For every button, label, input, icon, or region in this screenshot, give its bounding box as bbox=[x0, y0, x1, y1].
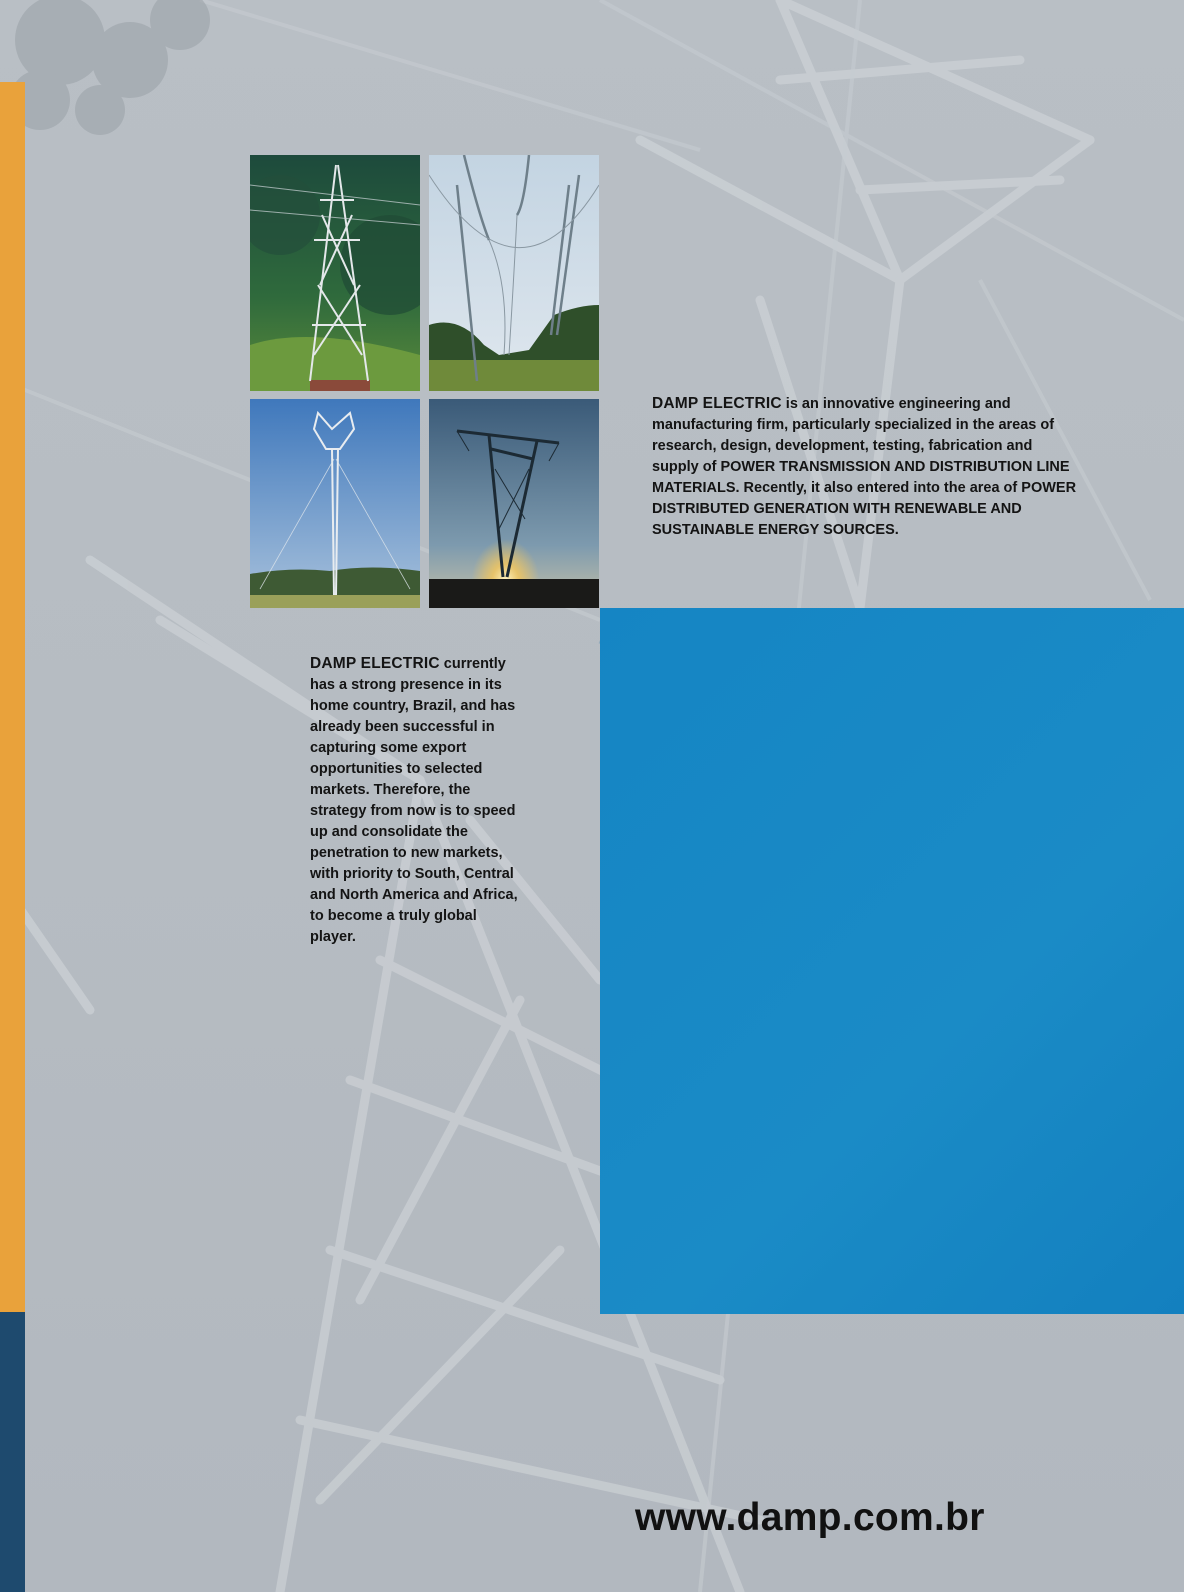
brand-name: DAMP ELECTRIC bbox=[652, 395, 782, 412]
presence-body: currently has a strong presence in its home country, Brazil, and has already been successful in capturing some export opportunities to selected markets. Therefore, the strategy from now is to speed up and consolidate the penetration to new markets, with priority to South, Central and North America and Africa, to become a truly global player. bbox=[310, 656, 518, 945]
brand-name: DAMP ELECTRIC bbox=[310, 655, 440, 672]
intro-paragraph bbox=[652, 393, 1082, 541]
presence-paragraph bbox=[310, 653, 525, 948]
website-url: www.damp.com.br bbox=[635, 1496, 985, 1539]
blue-color-block bbox=[600, 608, 1184, 1314]
intro-body: is an innovative engineering and manufacturing firm, particularly specialized in the areas of research, design, development, testing, fabrication and supply of POWER TRANSMISSION AND DISTRIBUTION LINE MATERIALS. Recently, it also entered into the area of POWER DISTRIBUTED GENERATION WITH RENEWABLE AND SUSTAINABLE ENERGY SOURCES. bbox=[652, 396, 1077, 538]
transmission-tower-forest-icon bbox=[250, 155, 420, 391]
transmission-line-corridor-icon bbox=[429, 155, 599, 391]
navy-side-bar bbox=[0, 1312, 25, 1592]
guyed-tower-blue-sky-icon bbox=[250, 399, 420, 608]
orange-side-bar bbox=[0, 82, 25, 1312]
tower-sunset-icon bbox=[429, 399, 599, 608]
